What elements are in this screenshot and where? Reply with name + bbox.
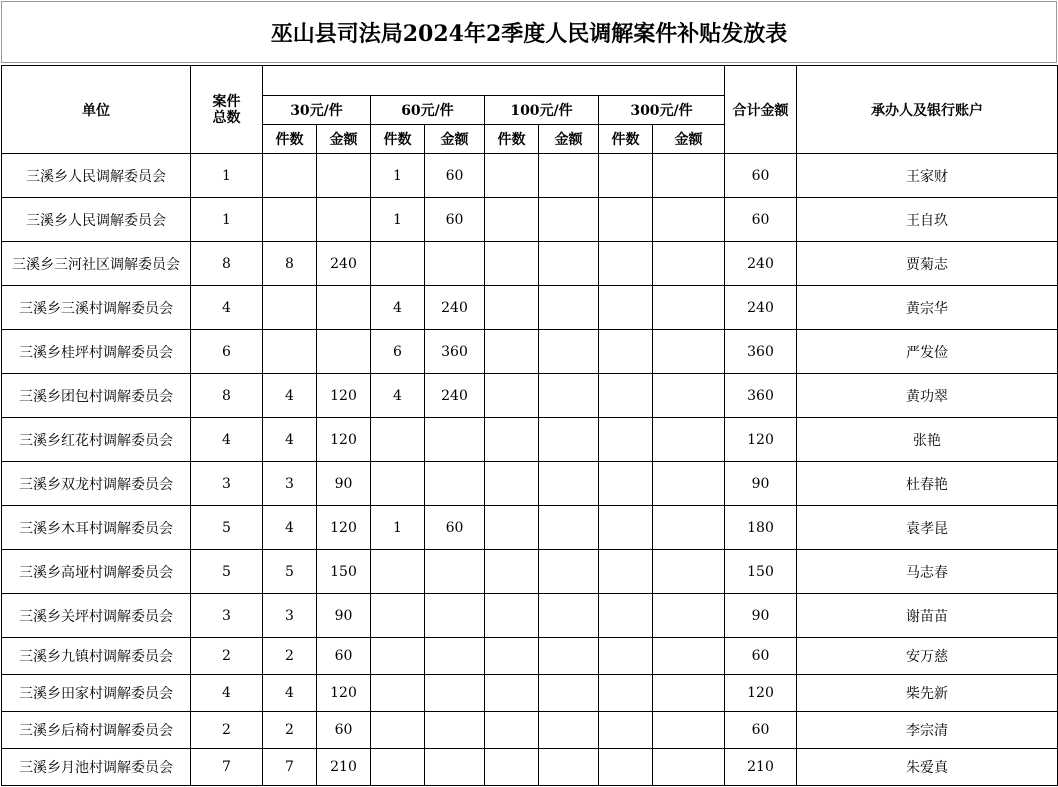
amount-30-cell: 120	[317, 506, 371, 550]
case-total-cell: 6	[191, 330, 263, 374]
count-60-cell	[371, 594, 425, 638]
unit-cell-text: 三溪乡红花村调解委员会	[2, 418, 191, 462]
amount-60-cell: 60	[425, 506, 485, 550]
unit-cell-text: 三溪乡高垭村调解委员会	[2, 550, 191, 594]
header-tier-30: 30元/件	[263, 96, 371, 125]
count-30-cell	[263, 330, 317, 374]
handler-cell: 李宗清	[797, 712, 1058, 749]
amount-100-cell	[539, 712, 599, 749]
unit-cell-text: 三溪乡三河社区调解委员会	[2, 242, 191, 286]
unit-cell-text: 三溪乡木耳村调解委员会	[2, 506, 191, 550]
header-amount: 金额	[425, 125, 485, 154]
count-300-cell	[599, 506, 653, 550]
amount-30-cell: 60	[317, 712, 371, 749]
count-300-cell	[599, 638, 653, 675]
amount-60-cell	[425, 594, 485, 638]
header-amount: 金额	[317, 125, 371, 154]
unit-cell-text: 三溪乡桂坪村调解委员会	[2, 330, 191, 374]
table-row	[2, 418, 1058, 462]
case-total-cell: 8	[191, 374, 263, 418]
count-300-cell	[599, 330, 653, 374]
amount-30-cell	[317, 286, 371, 330]
count-300-cell	[599, 198, 653, 242]
amount-60-cell	[425, 462, 485, 506]
count-30-cell	[263, 154, 317, 198]
header-count: 件数	[485, 125, 539, 154]
count-60-cell: 1	[371, 154, 425, 198]
unit-cell-text: 三溪乡人民调解委员会	[2, 198, 191, 242]
count-300-cell	[599, 594, 653, 638]
handler-cell: 杜春艳	[797, 462, 1058, 506]
count-60-cell: 4	[371, 286, 425, 330]
unit-cell-text: 三溪乡三溪村调解委员会	[2, 286, 191, 330]
amount-300-cell	[653, 154, 725, 198]
amount-100-cell	[539, 675, 599, 712]
count-60-cell	[371, 675, 425, 712]
amount-60-cell	[425, 418, 485, 462]
amount-100-cell	[539, 462, 599, 506]
header-case-total	[191, 66, 263, 154]
handler-cell: 贾菊志	[797, 242, 1058, 286]
amount-100-cell	[539, 154, 599, 198]
header-case-total-line2: 总数	[212, 109, 241, 126]
case-total-cell: 2	[191, 638, 263, 675]
count-60-cell	[371, 638, 425, 675]
count-300-cell	[599, 374, 653, 418]
amount-100-cell	[539, 242, 599, 286]
total-amount-cell: 90	[725, 594, 797, 638]
table-row	[2, 550, 1058, 594]
count-60-cell	[371, 462, 425, 506]
amount-30-cell	[317, 198, 371, 242]
amount-100-cell	[539, 749, 599, 786]
amount-30-cell	[317, 330, 371, 374]
count-30-cell: 7	[263, 749, 317, 786]
amount-30-cell: 60	[317, 638, 371, 675]
count-100-cell	[485, 242, 539, 286]
amount-100-cell	[539, 286, 599, 330]
header-amount: 金额	[653, 125, 725, 154]
case-total-cell: 4	[191, 286, 263, 330]
amount-300-cell	[653, 330, 725, 374]
amount-60-cell	[425, 675, 485, 712]
amount-30-cell: 120	[317, 418, 371, 462]
count-300-cell	[599, 242, 653, 286]
total-amount-cell: 60	[725, 154, 797, 198]
page-title: 巫山县司法局2024年2季度人民调解案件补贴发放表	[1, 1, 1057, 63]
count-100-cell	[485, 154, 539, 198]
header-unit: 单位	[2, 66, 191, 154]
case-total-cell: 2	[191, 712, 263, 749]
handler-cell: 柴先新	[797, 675, 1058, 712]
header-handler: 承办人及银行账户	[797, 66, 1058, 154]
amount-30-cell: 120	[317, 675, 371, 712]
count-300-cell	[599, 749, 653, 786]
table-row	[2, 374, 1058, 418]
count-30-cell: 4	[263, 506, 317, 550]
amount-300-cell	[653, 374, 725, 418]
count-100-cell	[485, 330, 539, 374]
count-30-cell	[263, 286, 317, 330]
header-amount: 金额	[539, 125, 599, 154]
total-amount-cell: 240	[725, 242, 797, 286]
amount-300-cell	[653, 712, 725, 749]
count-30-cell: 8	[263, 242, 317, 286]
case-total-cell: 5	[191, 550, 263, 594]
count-100-cell	[485, 638, 539, 675]
amount-100-cell	[539, 594, 599, 638]
case-total-cell: 5	[191, 506, 263, 550]
handler-cell: 严发俭	[797, 330, 1058, 374]
amount-300-cell	[653, 594, 725, 638]
count-100-cell	[485, 286, 539, 330]
count-60-cell	[371, 712, 425, 749]
total-amount-cell: 360	[725, 374, 797, 418]
table-row	[2, 594, 1058, 638]
amount-100-cell	[539, 418, 599, 462]
count-60-cell	[371, 749, 425, 786]
amount-300-cell	[653, 749, 725, 786]
amount-300-cell	[653, 418, 725, 462]
total-amount-cell: 360	[725, 330, 797, 374]
amount-30-cell: 120	[317, 374, 371, 418]
count-60-cell: 1	[371, 198, 425, 242]
count-300-cell	[599, 712, 653, 749]
total-amount-cell: 150	[725, 550, 797, 594]
total-amount-cell: 240	[725, 286, 797, 330]
table-row	[2, 154, 1058, 198]
total-amount-cell: 60	[725, 712, 797, 749]
count-30-cell: 4	[263, 418, 317, 462]
count-60-cell: 6	[371, 330, 425, 374]
header-count: 件数	[263, 125, 317, 154]
case-total-cell: 4	[191, 675, 263, 712]
header-tier-group	[263, 66, 725, 96]
header-tier-100: 100元/件	[485, 96, 599, 125]
handler-cell: 袁孝昆	[797, 506, 1058, 550]
count-30-cell: 4	[263, 675, 317, 712]
header-count: 件数	[371, 125, 425, 154]
count-300-cell	[599, 418, 653, 462]
count-30-cell	[263, 198, 317, 242]
amount-300-cell	[653, 550, 725, 594]
amount-30-cell: 210	[317, 749, 371, 786]
unit-cell-text: 三溪乡关坪村调解委员会	[2, 594, 191, 638]
case-total-cell: 3	[191, 462, 263, 506]
count-60-cell	[371, 418, 425, 462]
amount-60-cell	[425, 749, 485, 786]
handler-cell: 谢苗苗	[797, 594, 1058, 638]
amount-60-cell: 360	[425, 330, 485, 374]
count-60-cell	[371, 242, 425, 286]
table-row	[2, 506, 1058, 550]
unit-cell-text: 三溪乡月池村调解委员会	[2, 749, 191, 786]
header-count: 件数	[599, 125, 653, 154]
count-300-cell	[599, 286, 653, 330]
count-100-cell	[485, 550, 539, 594]
count-300-cell	[599, 675, 653, 712]
unit-cell-text: 三溪乡田家村调解委员会	[2, 675, 191, 712]
handler-cell: 张艳	[797, 418, 1058, 462]
table-row	[2, 198, 1058, 242]
count-100-cell	[485, 749, 539, 786]
amount-300-cell	[653, 198, 725, 242]
amount-100-cell	[539, 638, 599, 675]
amount-30-cell: 150	[317, 550, 371, 594]
handler-cell: 黄宗华	[797, 286, 1058, 330]
amount-300-cell	[653, 462, 725, 506]
handler-cell: 安万慈	[797, 638, 1058, 675]
case-total-cell: 1	[191, 154, 263, 198]
handler-cell: 朱爱真	[797, 749, 1058, 786]
amount-30-cell: 90	[317, 462, 371, 506]
count-30-cell: 2	[263, 638, 317, 675]
count-100-cell	[485, 506, 539, 550]
count-300-cell	[599, 462, 653, 506]
case-total-cell: 8	[191, 242, 263, 286]
count-30-cell: 3	[263, 462, 317, 506]
amount-60-cell	[425, 242, 485, 286]
count-30-cell: 5	[263, 550, 317, 594]
amount-100-cell	[539, 330, 599, 374]
amount-60-cell: 240	[425, 374, 485, 418]
total-amount-cell: 120	[725, 675, 797, 712]
table-row	[2, 638, 1058, 675]
unit-cell-text: 三溪乡九镇村调解委员会	[2, 638, 191, 675]
amount-300-cell	[653, 638, 725, 675]
amount-60-cell: 60	[425, 198, 485, 242]
case-total-cell: 1	[191, 198, 263, 242]
total-amount-cell: 210	[725, 749, 797, 786]
header-tier-300: 300元/件	[599, 96, 725, 125]
table-row	[2, 462, 1058, 506]
unit-cell-text: 三溪乡团包村调解委员会	[2, 374, 191, 418]
amount-30-cell: 90	[317, 594, 371, 638]
amount-60-cell: 240	[425, 286, 485, 330]
amount-60-cell	[425, 638, 485, 675]
subsidy-table	[1, 65, 1058, 786]
count-60-cell: 4	[371, 374, 425, 418]
amount-30-cell	[317, 154, 371, 198]
count-30-cell: 4	[263, 374, 317, 418]
amount-300-cell	[653, 286, 725, 330]
amount-100-cell	[539, 506, 599, 550]
count-100-cell	[485, 462, 539, 506]
count-300-cell	[599, 154, 653, 198]
count-60-cell	[371, 550, 425, 594]
header-tier-60: 60元/件	[371, 96, 485, 125]
case-total-cell: 3	[191, 594, 263, 638]
case-total-cell: 7	[191, 749, 263, 786]
header-total-amount: 合计金额	[725, 66, 797, 154]
handler-cell: 王家财	[797, 154, 1058, 198]
table-row	[2, 749, 1058, 786]
total-amount-cell: 180	[725, 506, 797, 550]
count-100-cell	[485, 374, 539, 418]
table-row	[2, 675, 1058, 712]
count-100-cell	[485, 198, 539, 242]
amount-30-cell: 240	[317, 242, 371, 286]
case-total-cell: 4	[191, 418, 263, 462]
handler-cell: 马志春	[797, 550, 1058, 594]
amount-100-cell	[539, 198, 599, 242]
table-row	[2, 286, 1058, 330]
count-300-cell	[599, 550, 653, 594]
unit-cell-text: 三溪乡后椅村调解委员会	[2, 712, 191, 749]
count-30-cell: 2	[263, 712, 317, 749]
header-case-total-line1: 案件	[212, 93, 241, 110]
handler-cell: 黄功翠	[797, 374, 1058, 418]
amount-60-cell	[425, 712, 485, 749]
count-100-cell	[485, 418, 539, 462]
count-30-cell: 3	[263, 594, 317, 638]
table-row	[2, 330, 1058, 374]
amount-300-cell	[653, 506, 725, 550]
count-100-cell	[485, 675, 539, 712]
total-amount-cell: 60	[725, 638, 797, 675]
total-amount-cell: 90	[725, 462, 797, 506]
amount-60-cell: 60	[425, 154, 485, 198]
count-100-cell	[485, 594, 539, 638]
total-amount-cell: 120	[725, 418, 797, 462]
amount-300-cell	[653, 675, 725, 712]
unit-cell-text: 三溪乡人民调解委员会	[2, 154, 191, 198]
total-amount-cell: 60	[725, 198, 797, 242]
table-row	[2, 242, 1058, 286]
amount-60-cell	[425, 550, 485, 594]
amount-300-cell	[653, 242, 725, 286]
count-60-cell: 1	[371, 506, 425, 550]
table-row	[2, 712, 1058, 749]
amount-100-cell	[539, 550, 599, 594]
amount-100-cell	[539, 374, 599, 418]
handler-cell: 王自玖	[797, 198, 1058, 242]
unit-cell-text: 三溪乡双龙村调解委员会	[2, 462, 191, 506]
count-100-cell	[485, 712, 539, 749]
